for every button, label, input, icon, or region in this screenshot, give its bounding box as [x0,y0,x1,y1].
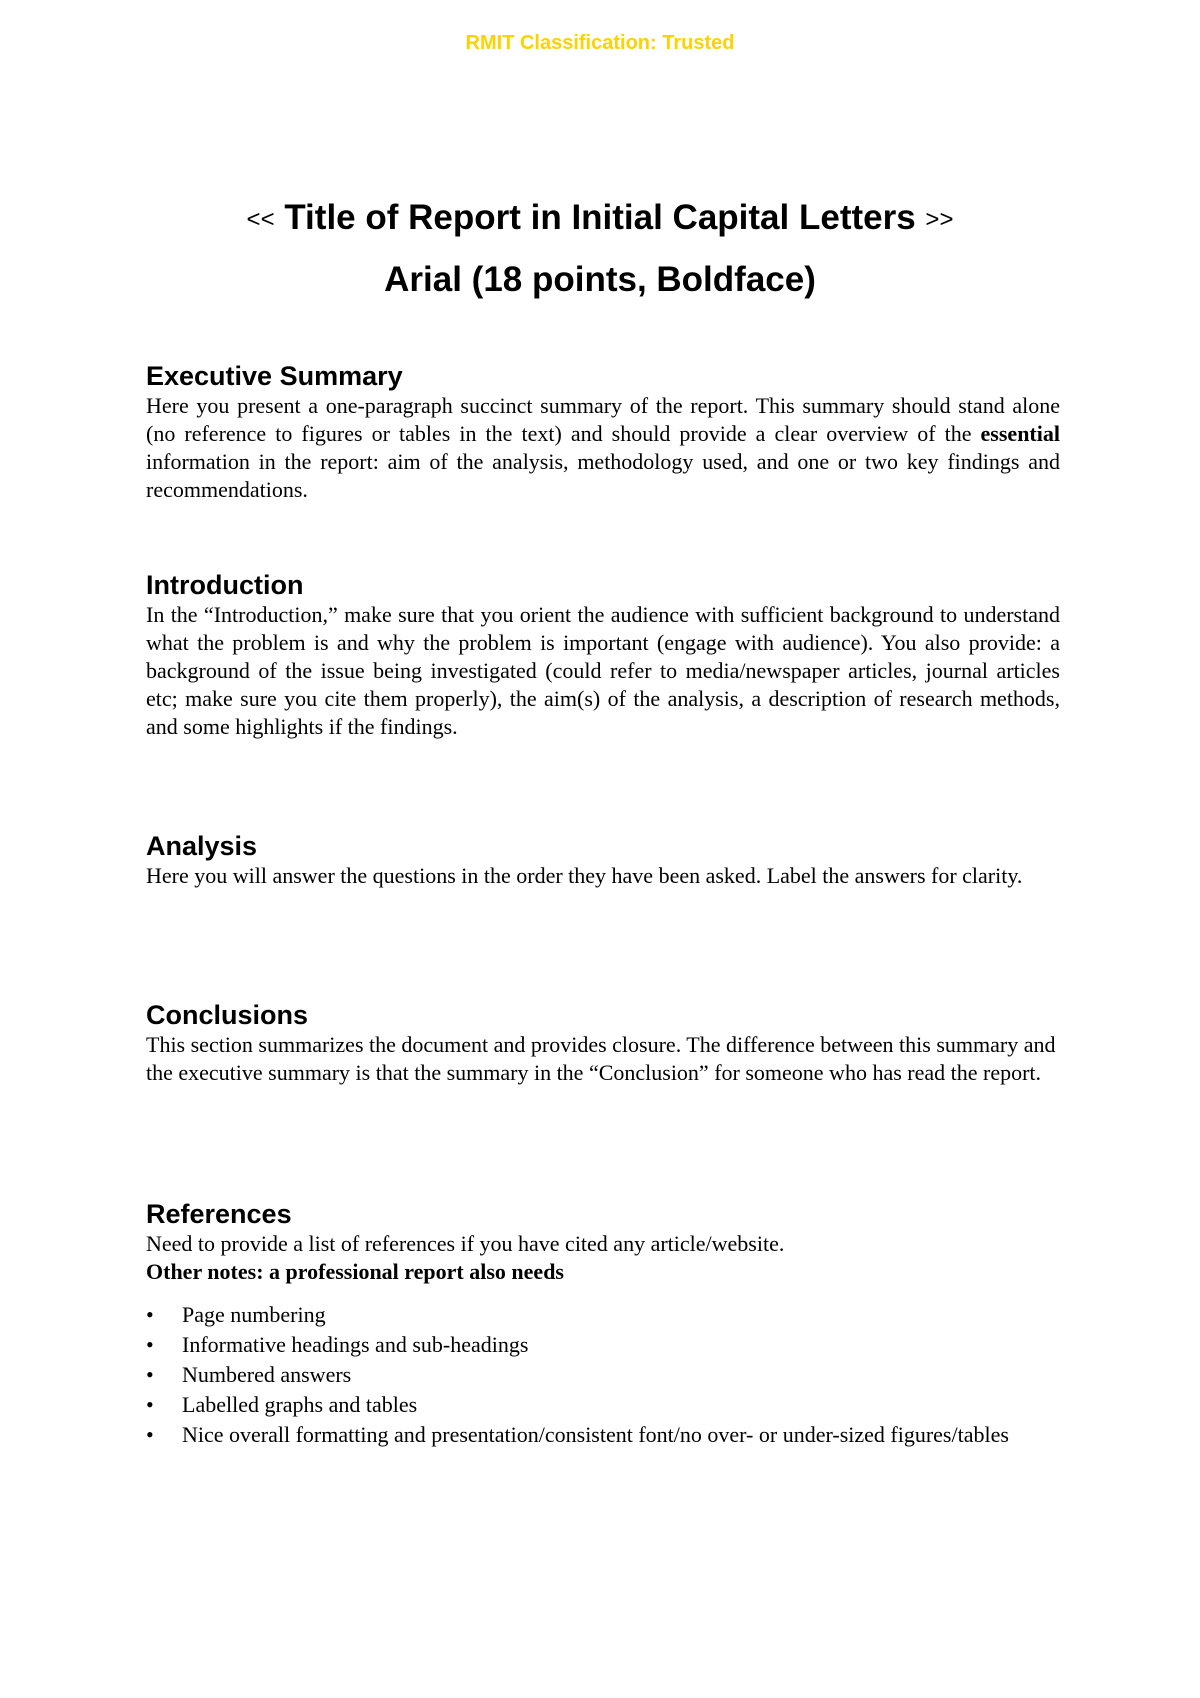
section-heading: Introduction [146,570,304,600]
section-paragraph: This section summarizes the document and provides closure. The difference between this summary and the executive summary is that the summary in the “Conclusion” for someone who has read the report. [146,1032,1056,1085]
list-item-text: Labelled graphs and tables [182,1392,418,1417]
section-paragraph: Need to provide a list of references if you have cited any article/website. [146,1231,785,1256]
section-references [146,1198,1060,1450]
bullet-icon: • [146,1392,154,1417]
list-item [146,1360,1060,1390]
title-line-2: Arial (18 points, Boldface) [384,260,816,299]
list-item-text: Informative headings and sub-headings [182,1332,529,1357]
paragraph-text: information in the report: aim of the analysis, methodology used, and one or two key findings and recommendations. [146,449,1060,502]
section-paragraph: Here you will answer the questions in the order they have been asked. Label the answers for clarity. [146,863,1023,888]
title-line-1 [0,188,1200,250]
other-notes-heading: Other notes: a professional report also needs [146,1259,564,1284]
bullet-icon: • [146,1362,154,1387]
list-item [146,1390,1060,1420]
bullet-icon: • [146,1332,154,1357]
section-executive-summary [146,360,1060,504]
paragraph-text: Here you present a one-paragraph succinct summary of the report. This summary should stand alone (no reference to figures or tables in the text) and should provide a clear overview of the [146,393,1060,446]
list-item [146,1330,1060,1360]
section-paragraph [146,392,1060,504]
section-heading: Analysis [146,831,258,861]
title-open-marker: << [246,206,275,233]
bullet-icon: • [146,1422,154,1447]
section-heading: Executive Summary [146,361,403,391]
classification-label: RMIT Classification: Trusted [465,32,735,54]
list-item-text: Page numbering [182,1302,326,1327]
report-title [0,188,1200,310]
list-item [146,1300,1060,1330]
list-item [146,1420,1060,1450]
title-close-marker: >> [925,206,954,233]
list-item-text: Nice overall formatting and presentation/consistent font/no over- or under-sized figures/tables [182,1422,1009,1447]
section-analysis [146,830,1060,890]
list-item-text: Numbered answers [182,1362,352,1387]
section-paragraph: In the “Introduction,” make sure that you orient the audience with sufficient background to understand what the problem is and why the problem is important (engage with audience). You also provide: a background of the issue being investigated (could refer to media/newspaper articles, journal articles etc; make sure you cite them properly), the aim(s) of the analysis, a description of research methods, and some highlights if the findings. [146,602,1060,739]
title-text: Title of Report in Initial Capital Letters [284,198,916,237]
section-heading: Conclusions [146,1000,309,1030]
bullet-icon: • [146,1302,154,1327]
section-conclusions [146,999,1060,1087]
other-notes-list [146,1300,1060,1450]
section-heading: References [146,1199,292,1229]
section-introduction [146,569,1060,741]
emphasis-text: essential [980,421,1060,446]
